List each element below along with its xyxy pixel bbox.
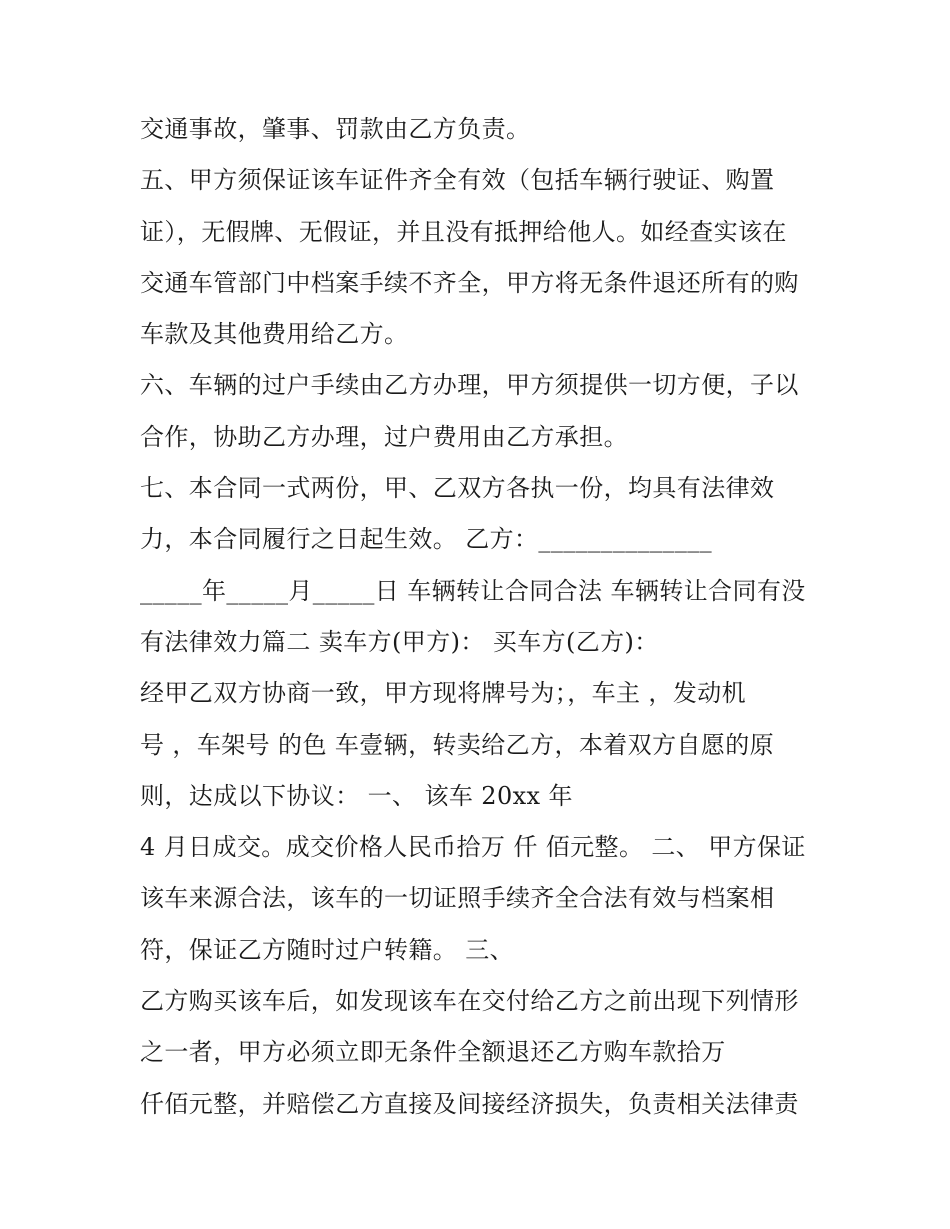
text-line: 经甲乙双方协商一致，甲方现将牌号为；，车主 ，发动机 [140, 679, 747, 708]
text-line: 仟佰元整，并赔偿乙方直接及间接经济损失，负责相关法律责 [140, 1089, 799, 1118]
text-line: 证），无假牌、无假证，并且没有抵押给他人。如经查实该在 [140, 217, 787, 246]
text-line: 则，达成以下协议： 一、 该车 20xx 年 [140, 781, 573, 810]
text-line: 车款及其他费用给乙方。 [140, 320, 409, 349]
text-line: 七、本合同一式两份，甲、乙双方各执一份，均具有法律效 [140, 474, 775, 503]
text-line: 合作，协助乙方办理，过户费用由乙方承担。 [140, 422, 628, 451]
text-line: 交通事故，肇事、罚款由乙方负责。 [140, 115, 531, 143]
text-line: _____年_____月_____日 车辆转让合同合法 车辆转让合同有没 [140, 576, 806, 605]
contract-text-body [140, 104, 820, 1130]
text-line: 六、车辆的过户手续由乙方办理，甲方须提供一切方便，子以 [140, 371, 799, 400]
text-line: 乙方购买该车后，如发现该车在交付给乙方之前出现下列情形 [140, 987, 799, 1016]
text-line: 号 ，车架号 的色 车壹辆，转卖给乙方，本着双方自愿的原 [140, 730, 775, 759]
text-line: 五、甲方须保证该车证件齐全有效（包括车辆行驶证、购置 [140, 166, 775, 195]
text-line: 4 月日成交。成交价格人民币拾万 仟 佰元整。 二、 甲方保证 [140, 833, 806, 862]
text-line: 交通车管部门中档案手续不齐全，甲方将无条件退还所有的购 [140, 268, 799, 297]
text-line: 力，本合同履行之日起生效。 乙方：______________ [140, 525, 713, 554]
text-line: 有法律效力篇二 卖车方(甲方)： 买车方(乙方)： [140, 627, 659, 656]
text-line: 该车来源合法，该车的一切证照手续齐全合法有效与档案相 [140, 884, 775, 913]
text-line: 之一者，甲方必须立即无条件全额退还乙方购车款拾万 [140, 1038, 726, 1067]
text-line: 符，保证乙方随时过户转籍。 三、 [140, 935, 515, 964]
